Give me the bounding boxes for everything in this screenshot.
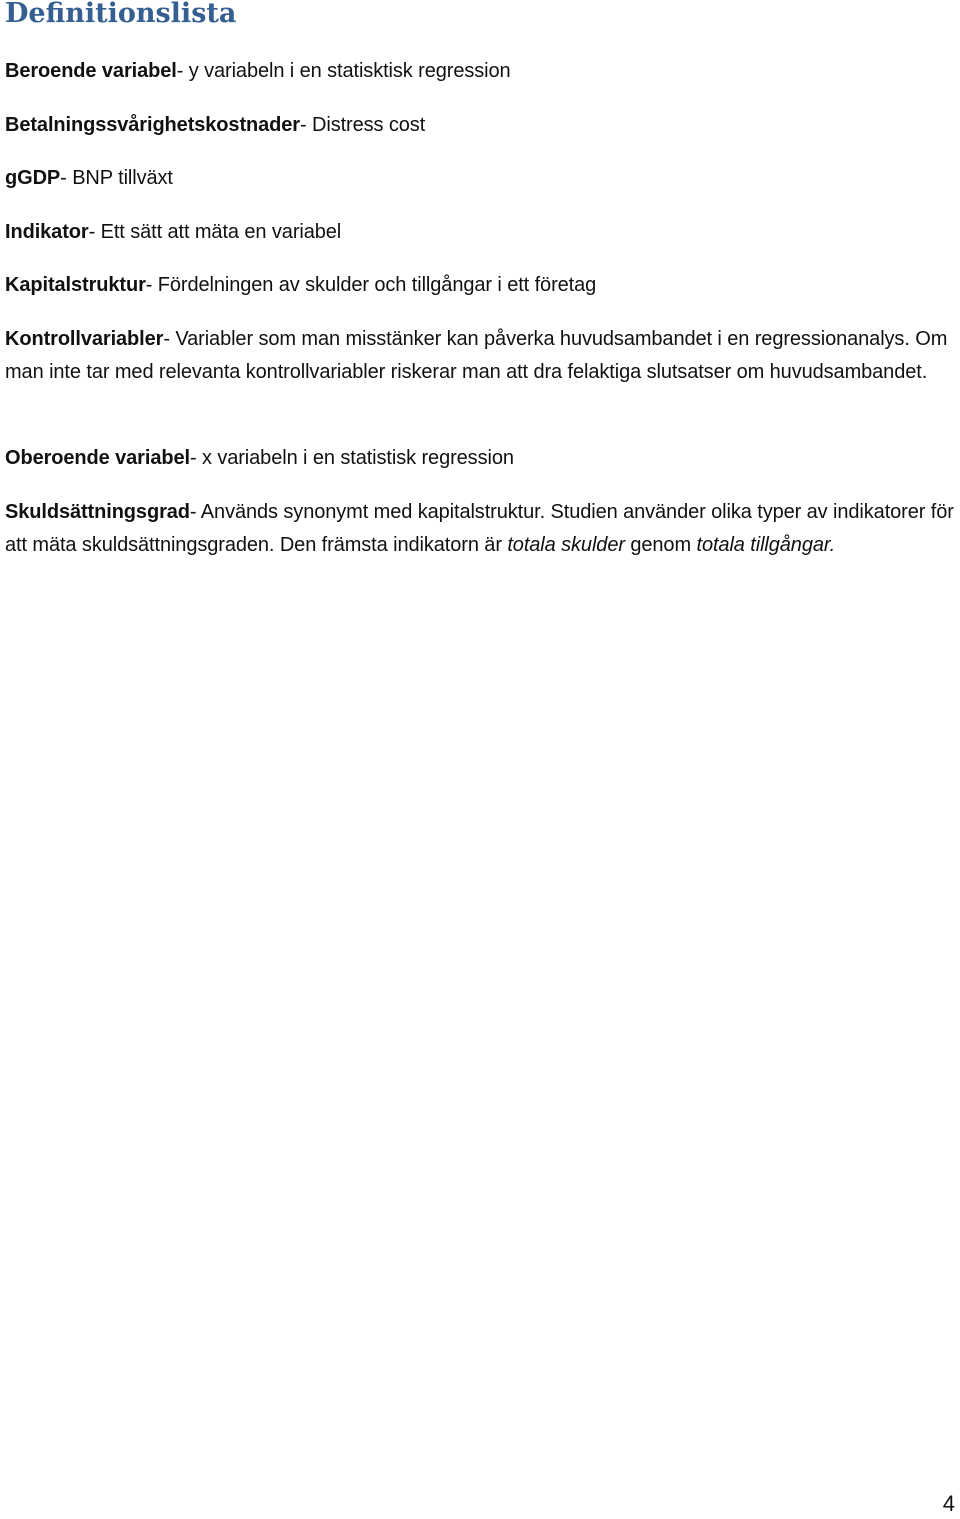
definition-text: - Fördelningen av skulder och tillgångar i ett företag [145,274,597,296]
definition-entry-kontrollvariabler [5,323,955,389]
definition-term: Kontrollvariabler [5,328,164,350]
definition-term: Kapitalstruktur [5,274,146,296]
definition-term: Indikator [5,221,89,243]
definition-text: - Variabler som man misstänker kan påverka huvudsambandet i en regressionanalys. Om man inte tar med relevanta kontrollvariabler riskerar man att dra felaktiga slutsatser om huvudsambandet. [5,328,948,383]
definition-text: genom [624,534,697,556]
definition-text: - x variabeln i en statistisk regression [189,447,514,469]
definition-term: Betalningssvårighetskostnader [5,114,300,136]
definition-text: - Distress cost [299,114,426,136]
definition-text: - Ett sätt att mäta en variabel [88,221,342,243]
page-title: Definitionslista [5,0,237,29]
definition-term: Skuldsättningsgrad [5,501,190,523]
definition-entry-ggdp [5,162,955,195]
definition-text: - y variabeln i en statisktisk regression [176,60,511,82]
definition-entry-beroende-variabel [5,55,955,88]
definition-entry-oberoende-variabel [5,442,955,475]
definition-entry-skuldsattningsgrad [5,496,955,562]
definition-emphasis: totala tillgångar. [696,534,836,556]
definition-text: - Används synonymt med kapitalstruktur. Studien använder olika typer av indikatorer för att mäta skuldsättningsgraden. Den främsta indikatorn är [5,501,954,556]
page-number: 4 [942,1491,955,1516]
definition-entry-indikator [5,216,955,249]
definition-entry-betalningssvarighetskostnader [5,109,955,142]
definition-term: Beroende variabel [5,60,177,82]
definition-text: - BNP tillväxt [60,167,173,189]
definition-term: Oberoende variabel [5,447,190,469]
definition-emphasis: totala skulder [507,534,625,556]
definition-entry-kapitalstruktur [5,269,955,302]
definition-term: gGDP [5,167,61,189]
